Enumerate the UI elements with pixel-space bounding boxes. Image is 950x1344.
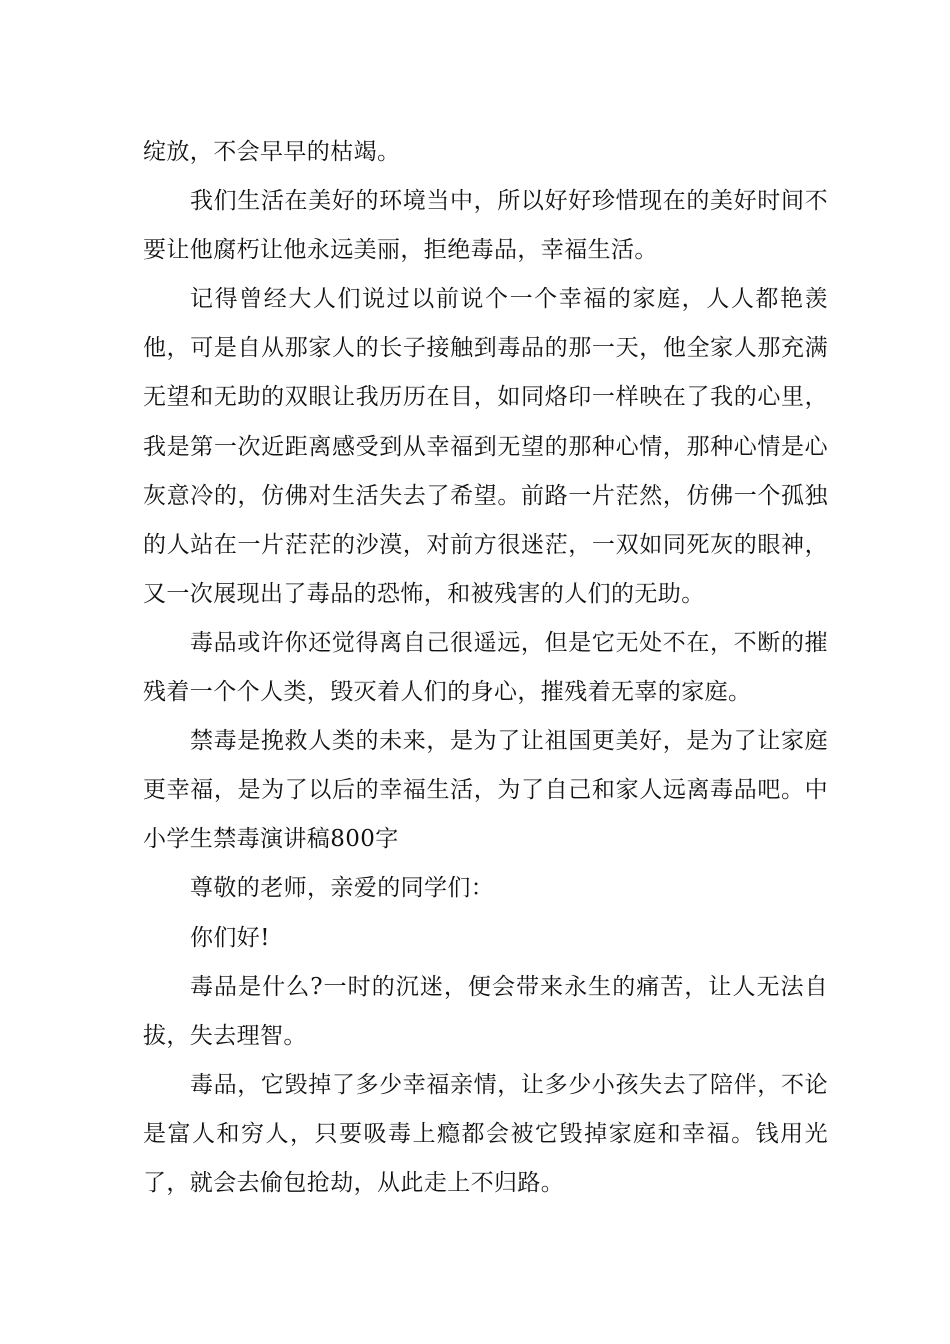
paragraph-2: 我们生活在美好的环境当中，所以好好珍惜现在的美好时间不要让他腐朽让他永远美丽，拒绝毒品，幸福生活。 bbox=[143, 188, 828, 264]
document-body bbox=[143, 128, 828, 1208]
paragraph-9: 毒品，它毁掉了多少幸福亲情，让多少小孩失去了陪伴，不论是富人和穷人，只要吸毒上瘾都会被它毁掉家庭和幸福。钱用光了，就会去偷包抢劫，从此走上不归路。 bbox=[143, 1071, 828, 1196]
paragraph-4: 毒品或许你还觉得离自己很遥远，但是它无处不在，不断的摧残着一个个人类，毁灭着人们的身心，摧残着无辜的家庭。 bbox=[143, 629, 828, 706]
speech-salutation: 尊敬的老师，亲爱的同学们： bbox=[190, 875, 495, 902]
paragraph-8: 毒品是什么?一时的沉迷，便会带来永生的痛苦，让人无法自拔，失去理智。 bbox=[143, 973, 828, 1049]
paragraph-1: 绽放，不会早早的枯竭。 bbox=[143, 139, 401, 165]
paragraph-5: 禁毒是挽救人类的未来，是为了让祖国更美好，是为了让家庭更幸福，是为了以后的幸福生活，为了自己和家人远离毒品吧。中小学生禁毒演讲稿800字 bbox=[143, 728, 828, 853]
paragraph-3: 记得曾经大人们说过以前说个一个幸福的家庭，人人都艳羡他，可是自从那家人的长子接触到毒品的那一天，他全家人那充满无望和无助的双眼让我历历在目，如同烙印一样映在了我的心里，我是第一次近距离感受到从幸福到无望的那种心情，那种心情是心灰意冷的，仿佛对生活失去了希望。前路一片茫然，仿佛一个孤独的人站在一片茫茫的沙漠，对前方很迷茫，一双如同死灰的眼神，又一次展现出了毒品的恐怖，和被残害的人们的无助。 bbox=[143, 286, 828, 607]
speech-greeting: 你们好! bbox=[190, 924, 270, 951]
